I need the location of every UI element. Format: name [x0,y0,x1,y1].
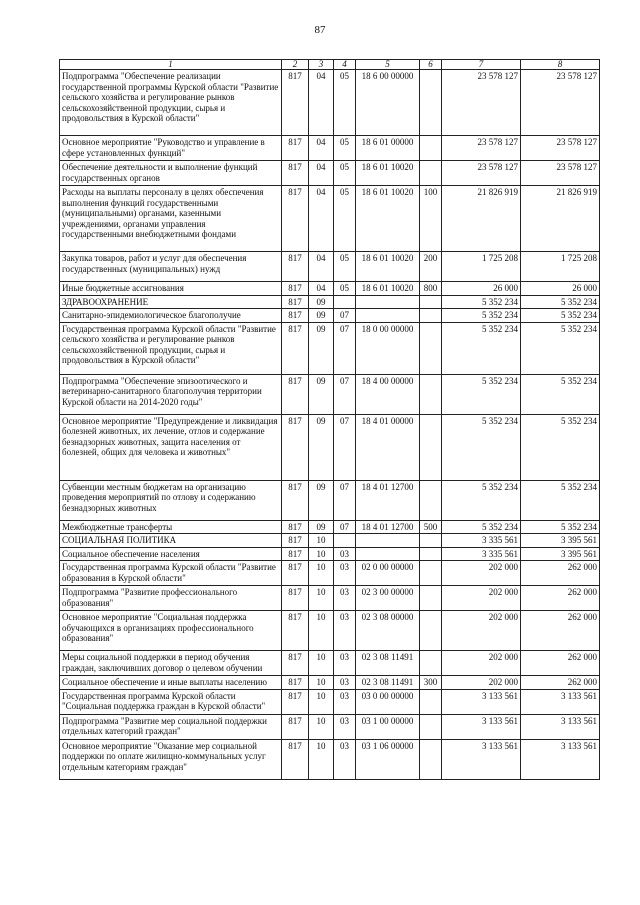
expense-type-cell: 300 [420,676,442,690]
amount-year-1-cell: 21 826 919 [442,186,521,252]
amount-year-1-cell: 5 352 234 [442,480,521,520]
subsection-code-cell: 03 [334,739,356,779]
table-row [60,586,600,611]
admin-code-cell: 817 [282,611,309,651]
row-name-cell: Подпрограмма "Обеспечение реализации государственной программы Курской области "Развитие сельского хозяйства и регулирование рынков сельскохозяйственной продукции, сырья и продовольствия в Курской области" [60,70,282,136]
expense-type-cell [420,136,442,161]
amount-year-2-cell: 5 352 234 [521,374,600,414]
row-name-cell: Санитарно-эпидемиологическое благополучие [60,309,282,323]
amount-year-2-cell: 5 352 234 [521,520,600,534]
section-code-cell: 04 [309,186,334,252]
subsection-code-cell: 07 [334,374,356,414]
admin-code-cell: 817 [282,374,309,414]
amount-year-1-cell: 5 352 234 [442,309,521,323]
target-article-cell: 18 6 01 10020 [356,161,420,186]
subsection-code-cell: 03 [334,689,356,714]
table-row [60,136,600,161]
table-row [60,70,600,136]
expense-type-cell [420,714,442,739]
target-article-cell: 18 6 01 10020 [356,282,420,296]
amount-year-1-cell: 5 352 234 [442,322,521,374]
expense-type-cell [420,161,442,186]
amount-year-2-cell: 3 133 561 [521,714,600,739]
section-code-cell: 10 [309,714,334,739]
subsection-code-cell: 03 [334,611,356,651]
section-code-cell: 09 [309,374,334,414]
subsection-code-cell: 03 [334,651,356,676]
expense-type-cell [420,534,442,548]
subsection-code-cell [334,534,356,548]
header-cell: 7 [442,60,521,70]
admin-code-cell: 817 [282,534,309,548]
subsection-code-cell: 03 [334,676,356,690]
section-code-cell: 04 [309,252,334,282]
subsection-code-cell: 05 [334,161,356,186]
amount-year-1-cell: 3 335 561 [442,534,521,548]
target-article-cell [356,534,420,548]
expense-type-cell [420,561,442,586]
section-code-cell: 09 [309,414,334,480]
expense-type-cell [420,739,442,779]
admin-code-cell: 817 [282,676,309,690]
target-article-cell: 02 0 00 00000 [356,561,420,586]
subsection-code-cell: 07 [334,414,356,480]
admin-code-cell: 817 [282,547,309,561]
table-row [60,414,600,480]
section-code-cell: 10 [309,561,334,586]
amount-year-2-cell: 262 000 [521,676,600,690]
expense-type-cell [420,414,442,480]
amount-year-2-cell: 5 352 234 [521,480,600,520]
section-code-cell: 04 [309,136,334,161]
target-article-cell: 18 6 01 10020 [356,252,420,282]
admin-code-cell: 817 [282,70,309,136]
amount-year-2-cell: 21 826 919 [521,186,600,252]
table-row [60,739,600,779]
row-name-cell: Субвенции местным бюджетам на организацию проведения мероприятий по отлову и содержанию безнадзорных животных [60,480,282,520]
row-name-cell: Обеспечение деятельности и выполнение функций государственных органов [60,161,282,186]
row-name-cell: Меры социальной поддержки в период обучения граждан, заключивших договор о целевом обучении [60,651,282,676]
subsection-code-cell: 03 [334,714,356,739]
target-article-cell: 18 4 01 12700 [356,480,420,520]
section-code-cell: 10 [309,651,334,676]
target-article-cell: 18 4 01 00000 [356,414,420,480]
admin-code-cell: 817 [282,480,309,520]
row-name-cell: Государственная программа Курской области "Развитие образования в Курской области" [60,561,282,586]
subsection-code-cell: 03 [334,561,356,586]
admin-code-cell: 817 [282,520,309,534]
row-name-cell: Социальное обеспечение населения [60,547,282,561]
subsection-code-cell: 03 [334,586,356,611]
table-row [60,322,600,374]
amount-year-1-cell: 5 352 234 [442,520,521,534]
row-name-cell: СОЦИАЛЬНАЯ ПОЛИТИКА [60,534,282,548]
table-row [60,520,600,534]
table-row [60,689,600,714]
table-row [60,561,600,586]
target-article-cell: 02 3 08 00000 [356,611,420,651]
expense-type-cell [420,651,442,676]
admin-code-cell: 817 [282,714,309,739]
row-name-cell: Подпрограмма "Обеспечение эпизоотического и ветеринарно-санитарного благополучия территории Курской области на 2014-2020 годы" [60,374,282,414]
section-code-cell: 10 [309,534,334,548]
table-body [60,70,600,780]
header-cell: 5 [356,60,420,70]
target-article-cell: 02 3 08 11491 [356,651,420,676]
section-code-cell: 04 [309,282,334,296]
amount-year-1-cell: 23 578 127 [442,70,521,136]
expense-type-cell [420,309,442,323]
table-row [60,676,600,690]
subsection-code-cell: 05 [334,70,356,136]
row-name-cell: Основное мероприятие "Предупреждение и ликвидация болезней животных, их лечение, отлов и содержание безнадзорных животных, защита населения от болезней, общих для человека и животных" [60,414,282,480]
expense-type-cell [420,689,442,714]
subsection-code-cell: 07 [334,309,356,323]
admin-code-cell: 817 [282,295,309,309]
amount-year-2-cell: 3 133 561 [521,689,600,714]
admin-code-cell: 817 [282,282,309,296]
section-code-cell: 09 [309,309,334,323]
admin-code-cell: 817 [282,161,309,186]
row-name-cell: ЗДРАВООХРАНЕНИЕ [60,295,282,309]
admin-code-cell: 817 [282,309,309,323]
section-code-cell: 04 [309,161,334,186]
amount-year-2-cell: 1 725 208 [521,252,600,282]
amount-year-1-cell: 23 578 127 [442,161,521,186]
expense-type-cell [420,295,442,309]
table-row [60,295,600,309]
expense-type-cell [420,322,442,374]
table-row [60,480,600,520]
amount-year-2-cell: 3 395 561 [521,534,600,548]
amount-year-2-cell: 23 578 127 [521,70,600,136]
admin-code-cell: 817 [282,414,309,480]
table-row [60,252,600,282]
amount-year-1-cell: 3 335 561 [442,547,521,561]
target-article-cell: 18 0 00 00000 [356,322,420,374]
row-name-cell: Основное мероприятие "Социальная поддержка обучающихся в организациях профессионального образования" [60,611,282,651]
header-cell: 2 [282,60,309,70]
target-article-cell: 02 3 08 11491 [356,676,420,690]
target-article-cell: 03 0 00 00000 [356,689,420,714]
section-code-cell: 09 [309,520,334,534]
target-article-cell [356,309,420,323]
row-name-cell: Расходы на выплаты персоналу в целях обеспечения выполнения функций государственными (муниципальными) органами, казенными учреждениями, органами управления государственными внебюджетными фондами [60,186,282,252]
amount-year-1-cell: 202 000 [442,676,521,690]
expense-type-cell [420,586,442,611]
table-row [60,186,600,252]
row-name-cell: Социальное обеспечение и иные выплаты населению [60,676,282,690]
row-name-cell: Иные бюджетные ассигнования [60,282,282,296]
amount-year-1-cell: 202 000 [442,611,521,651]
expense-type-cell [420,611,442,651]
row-name-cell: Основное мероприятие "Оказание мер социальной поддержки по оплате жилищно-коммунальных услуг отдельным категориям граждан" [60,739,282,779]
section-code-cell: 10 [309,611,334,651]
table-row [60,611,600,651]
admin-code-cell: 817 [282,689,309,714]
admin-code-cell: 817 [282,136,309,161]
subsection-code-cell: 07 [334,322,356,374]
amount-year-1-cell: 23 578 127 [442,136,521,161]
budget-table [59,59,600,780]
table-row [60,651,600,676]
table-row [60,309,600,323]
section-code-cell: 10 [309,547,334,561]
amount-year-1-cell: 5 352 234 [442,374,521,414]
expense-type-cell [420,547,442,561]
section-code-cell: 09 [309,480,334,520]
row-name-cell: Подпрограмма "Развитие мер социальной поддержки отдельных категорий граждан" [60,714,282,739]
row-name-cell: Закупка товаров, работ и услуг для обеспечения государственных (муниципальных) нужд [60,252,282,282]
header-cell: 6 [420,60,442,70]
row-name-cell: Государственная программа Курской области "Социальная поддержка граждан в Курской области" [60,689,282,714]
subsection-code-cell: 05 [334,252,356,282]
amount-year-1-cell: 3 133 561 [442,739,521,779]
target-article-cell: 03 1 00 00000 [356,714,420,739]
amount-year-2-cell: 262 000 [521,586,600,611]
row-name-cell: Государственная программа Курской области "Развитие сельского хозяйства и регулирование рынков сельскохозяйственной продукции, сырья и продовольствия в Курской области" [60,322,282,374]
target-article-cell: 18 6 00 00000 [356,70,420,136]
amount-year-2-cell: 262 000 [521,561,600,586]
section-code-cell: 09 [309,322,334,374]
expense-type-cell: 800 [420,282,442,296]
admin-code-cell: 817 [282,322,309,374]
target-article-cell: 18 6 01 00000 [356,136,420,161]
expense-type-cell [420,374,442,414]
table-row [60,547,600,561]
section-code-cell: 10 [309,676,334,690]
amount-year-2-cell: 5 352 234 [521,414,600,480]
expense-type-cell: 200 [420,252,442,282]
table-row [60,374,600,414]
amount-year-1-cell: 3 133 561 [442,714,521,739]
admin-code-cell: 817 [282,252,309,282]
amount-year-2-cell: 5 352 234 [521,322,600,374]
section-code-cell: 10 [309,739,334,779]
target-article-cell: 02 3 00 00000 [356,586,420,611]
admin-code-cell: 817 [282,186,309,252]
subsection-code-cell: 03 [334,547,356,561]
amount-year-2-cell: 262 000 [521,651,600,676]
amount-year-2-cell: 5 352 234 [521,295,600,309]
target-article-cell [356,547,420,561]
amount-year-1-cell: 3 133 561 [442,689,521,714]
section-code-cell: 04 [309,70,334,136]
expense-type-cell [420,70,442,136]
expense-type-cell: 100 [420,186,442,252]
subsection-code-cell: 05 [334,136,356,161]
subsection-code-cell: 05 [334,186,356,252]
table-row [60,534,600,548]
amount-year-2-cell: 262 000 [521,611,600,651]
row-name-cell: Межбюджетные трансферты [60,520,282,534]
table-row [60,714,600,739]
admin-code-cell: 817 [282,561,309,586]
page-number: 87 [314,24,326,36]
header-cell: 4 [334,60,356,70]
target-article-cell: 18 4 00 00000 [356,374,420,414]
amount-year-1-cell: 1 725 208 [442,252,521,282]
amount-year-2-cell: 23 578 127 [521,136,600,161]
amount-year-2-cell: 23 578 127 [521,161,600,186]
subsection-code-cell: 07 [334,480,356,520]
subsection-code-cell: 05 [334,282,356,296]
admin-code-cell: 817 [282,586,309,611]
header-cell: 1 [60,60,282,70]
amount-year-2-cell: 26 000 [521,282,600,296]
amount-year-1-cell: 202 000 [442,651,521,676]
table-row [60,161,600,186]
amount-year-1-cell: 202 000 [442,586,521,611]
row-name-cell: Подпрограмма "Развитие профессионального образования" [60,586,282,611]
amount-year-2-cell: 5 352 234 [521,309,600,323]
expense-type-cell [420,480,442,520]
amount-year-2-cell: 3 133 561 [521,739,600,779]
admin-code-cell: 817 [282,739,309,779]
subsection-code-cell: 07 [334,520,356,534]
amount-year-2-cell: 3 395 561 [521,547,600,561]
admin-code-cell: 817 [282,651,309,676]
section-code-cell: 10 [309,586,334,611]
amount-year-1-cell: 26 000 [442,282,521,296]
target-article-cell: 18 6 01 10020 [356,186,420,252]
expense-type-cell: 500 [420,520,442,534]
row-name-cell: Основное мероприятие "Руководство и управление в сфере установленных функций" [60,136,282,161]
table-row [60,282,600,296]
amount-year-1-cell: 5 352 234 [442,295,521,309]
section-code-cell: 10 [309,689,334,714]
target-article-cell: 18 4 01 12700 [356,520,420,534]
target-article-cell [356,295,420,309]
section-code-cell: 09 [309,295,334,309]
header-cell: 3 [309,60,334,70]
amount-year-1-cell: 5 352 234 [442,414,521,480]
amount-year-1-cell: 202 000 [442,561,521,586]
target-article-cell: 03 1 06 00000 [356,739,420,779]
header-row [60,60,600,70]
subsection-code-cell [334,295,356,309]
header-cell: 8 [521,60,600,70]
